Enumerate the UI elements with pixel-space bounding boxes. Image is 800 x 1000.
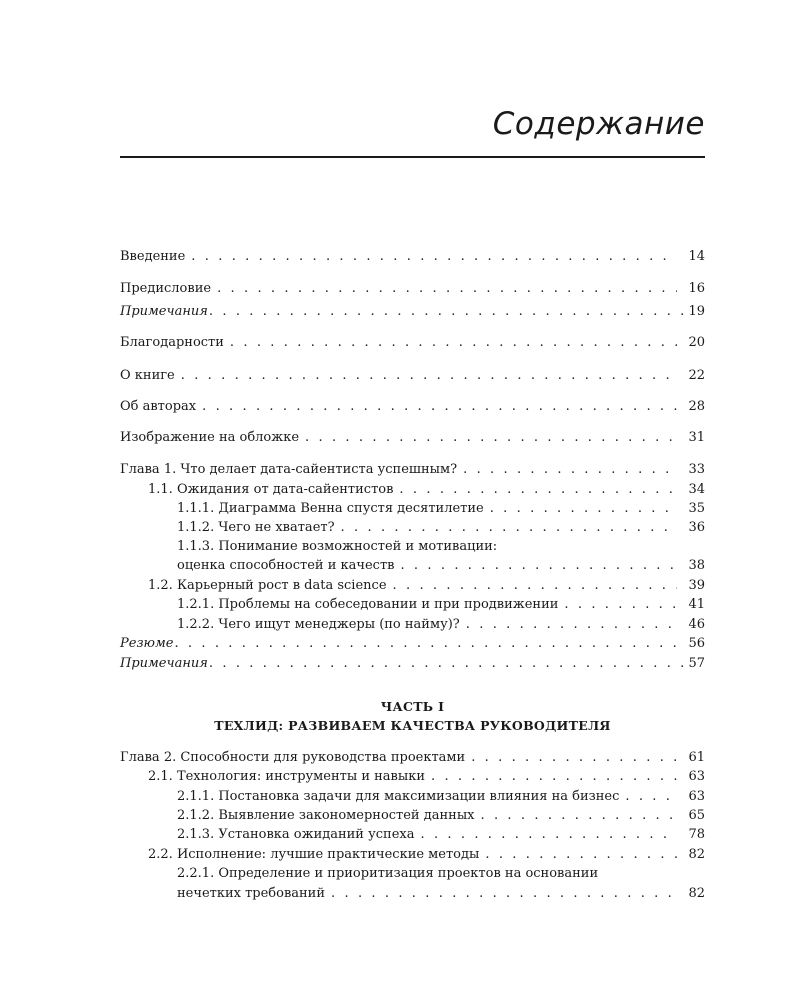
toc-entry-label: 2.2. Исполнение: лучшие практические методы — [148, 847, 480, 862]
toc-entry-section-2-2-1-first-line[interactable]: 2.2.1. Определение и приоритизация проектов на основании — [177, 866, 599, 881]
toc-entry-label: Примечания — [120, 304, 208, 319]
toc-page-number: 16 — [688, 281, 705, 296]
toc-entry-section-1-1[interactable] — [148, 480, 705, 500]
dot-leader — [230, 333, 677, 353]
dot-leader — [485, 845, 677, 865]
dot-leader — [490, 499, 677, 519]
toc-entry-label: 1.1. Ожидания от дата-сайентистов — [148, 482, 394, 497]
dot-leader — [181, 366, 677, 386]
toc-entry-acknowledgements[interactable] — [120, 333, 705, 353]
toc-entry-label: 2.1.1. Постановка задачи для максимизации влияния на бизнес — [177, 789, 620, 804]
toc-entry-label: 2.1.3. Установка ожиданий успеха — [177, 827, 415, 842]
toc-entry-chapter-1-summary[interactable] — [120, 634, 705, 654]
toc-entry-label: Глава 2. Способности для руководства проектами — [120, 750, 466, 765]
toc-entry-introduction[interactable] — [120, 247, 705, 267]
toc-entry-section-2-1-1[interactable] — [177, 787, 705, 807]
toc-page-number: 36 — [688, 520, 705, 535]
dot-leader — [191, 247, 677, 267]
toc-entry-cover-illustration[interactable] — [120, 428, 705, 448]
toc-entry-about-authors[interactable] — [120, 397, 705, 417]
toc-page-number: 41 — [688, 597, 705, 612]
toc-page-number: 46 — [688, 617, 705, 632]
toc-entry-label: Об авторах — [120, 399, 197, 414]
toc-entry-label: Глава 1. Что делает дата-сайентиста успешным? — [120, 462, 458, 477]
dot-leader — [420, 825, 677, 845]
toc-entry-label: оценка способностей и качеств — [177, 558, 395, 573]
toc-page-number: 63 — [688, 789, 705, 804]
dot-leader — [431, 767, 677, 787]
toc-entry-label: Примечания — [120, 656, 208, 671]
dot-leader — [471, 748, 677, 768]
toc-page-number: 61 — [688, 750, 705, 765]
title-rule — [120, 156, 705, 158]
toc-page-number: 31 — [688, 430, 705, 445]
dot-leader — [341, 518, 677, 538]
toc-page-number: 38 — [688, 558, 705, 573]
toc-page-number: 19 — [688, 304, 705, 319]
toc-entry-label: 1.1.1. Диаграмма Венна спустя десятилетие — [177, 501, 484, 516]
toc-entry-chapter-1-notes[interactable] — [120, 654, 705, 674]
toc-page-number: 65 — [688, 808, 705, 823]
toc-page-number: 33 — [688, 462, 705, 477]
toc-page-number: 39 — [688, 578, 705, 593]
toc-entry-about-book[interactable] — [120, 366, 705, 386]
toc-page-number: 35 — [688, 501, 705, 516]
toc-entry-label: Резюме — [120, 636, 174, 651]
dot-leader — [209, 654, 685, 674]
toc-page-number: 82 — [688, 847, 705, 862]
toc-page-number: 22 — [688, 368, 705, 383]
toc-entry-section-2-2-1[interactable] — [177, 884, 705, 904]
dot-leader — [202, 397, 677, 417]
toc-entry-label: 2.1. Технология: инструменты и навыки — [148, 769, 425, 784]
toc-entry-label: нечетких требований — [177, 886, 326, 901]
toc-entry-preface-notes[interactable] — [120, 302, 705, 322]
toc-entry-section-1-2-1[interactable] — [177, 595, 705, 615]
toc-entry-label: 1.2.2. Чего ищут менеджеры (по найму)? — [177, 617, 460, 632]
toc-entry-section-1-2-2[interactable] — [177, 615, 705, 635]
dot-leader — [564, 595, 677, 615]
dot-leader — [209, 302, 685, 322]
toc-page-number: 57 — [688, 656, 705, 671]
toc-page-number: 14 — [688, 249, 705, 264]
toc-entry-label: 1.2.1. Проблемы на собеседовании и при продвижении — [177, 597, 559, 612]
toc-entry-section-1-1-3[interactable] — [177, 556, 705, 576]
toc-entry-label: Изображение на обложке — [120, 430, 300, 445]
toc-entry-preface[interactable] — [120, 279, 705, 299]
toc-entry-label: Благодарности — [120, 335, 224, 350]
dot-leader — [481, 806, 678, 826]
dot-leader — [331, 884, 677, 904]
toc-entry-section-1-1-3-first-line[interactable]: 1.1.3. Понимание возможностей и мотивации: — [177, 539, 498, 554]
toc-entry-chapter-1[interactable] — [120, 460, 705, 480]
toc-page-number: 20 — [688, 335, 705, 350]
toc-entry-chapter-2[interactable] — [120, 748, 705, 768]
dot-leader — [399, 480, 677, 500]
dot-leader — [400, 556, 677, 576]
toc-entry-section-2-2[interactable] — [148, 845, 705, 865]
toc-entry-label: Введение — [120, 249, 186, 264]
dot-leader — [393, 576, 677, 596]
toc-entry-label: Предисловие — [120, 281, 212, 296]
toc-entry-label: 1.1.2. Чего не хватает? — [177, 520, 335, 535]
toc-page-number: 63 — [688, 769, 705, 784]
toc-entry-section-1-1-2[interactable] — [177, 518, 705, 538]
toc-entry-label: 1.2. Карьерный рост в data science — [148, 578, 387, 593]
dot-leader — [217, 279, 677, 299]
toc-page-number: 28 — [688, 399, 705, 414]
dot-leader — [174, 634, 685, 654]
page-title: Содержание — [492, 106, 705, 142]
part-title[interactable]: ТЕХЛИД: РАЗВИВАЕМ КАЧЕСТВА РУКОВОДИТЕЛЯ — [214, 718, 611, 733]
toc-entry-label: О книге — [120, 368, 175, 383]
part-number[interactable]: ЧАСТЬ I — [380, 699, 445, 714]
toc-entry-label: 2.1.2. Выявление закономерностей данных — [177, 808, 475, 823]
toc-entry-section-1-2[interactable] — [148, 576, 705, 596]
toc-page-number: 56 — [688, 636, 705, 651]
toc-entry-section-1-1-1[interactable] — [177, 499, 705, 519]
toc-page-number: 78 — [688, 827, 705, 842]
toc-entry-section-2-1-3[interactable] — [177, 825, 705, 845]
dot-leader — [625, 787, 677, 807]
dot-leader — [305, 428, 677, 448]
dot-leader — [463, 460, 677, 480]
toc-entry-section-2-1-2[interactable] — [177, 806, 705, 826]
dot-leader — [466, 615, 677, 635]
toc-page-number: 34 — [688, 482, 705, 497]
toc-entry-section-2-1[interactable] — [148, 767, 705, 787]
toc-page-number: 82 — [688, 886, 705, 901]
